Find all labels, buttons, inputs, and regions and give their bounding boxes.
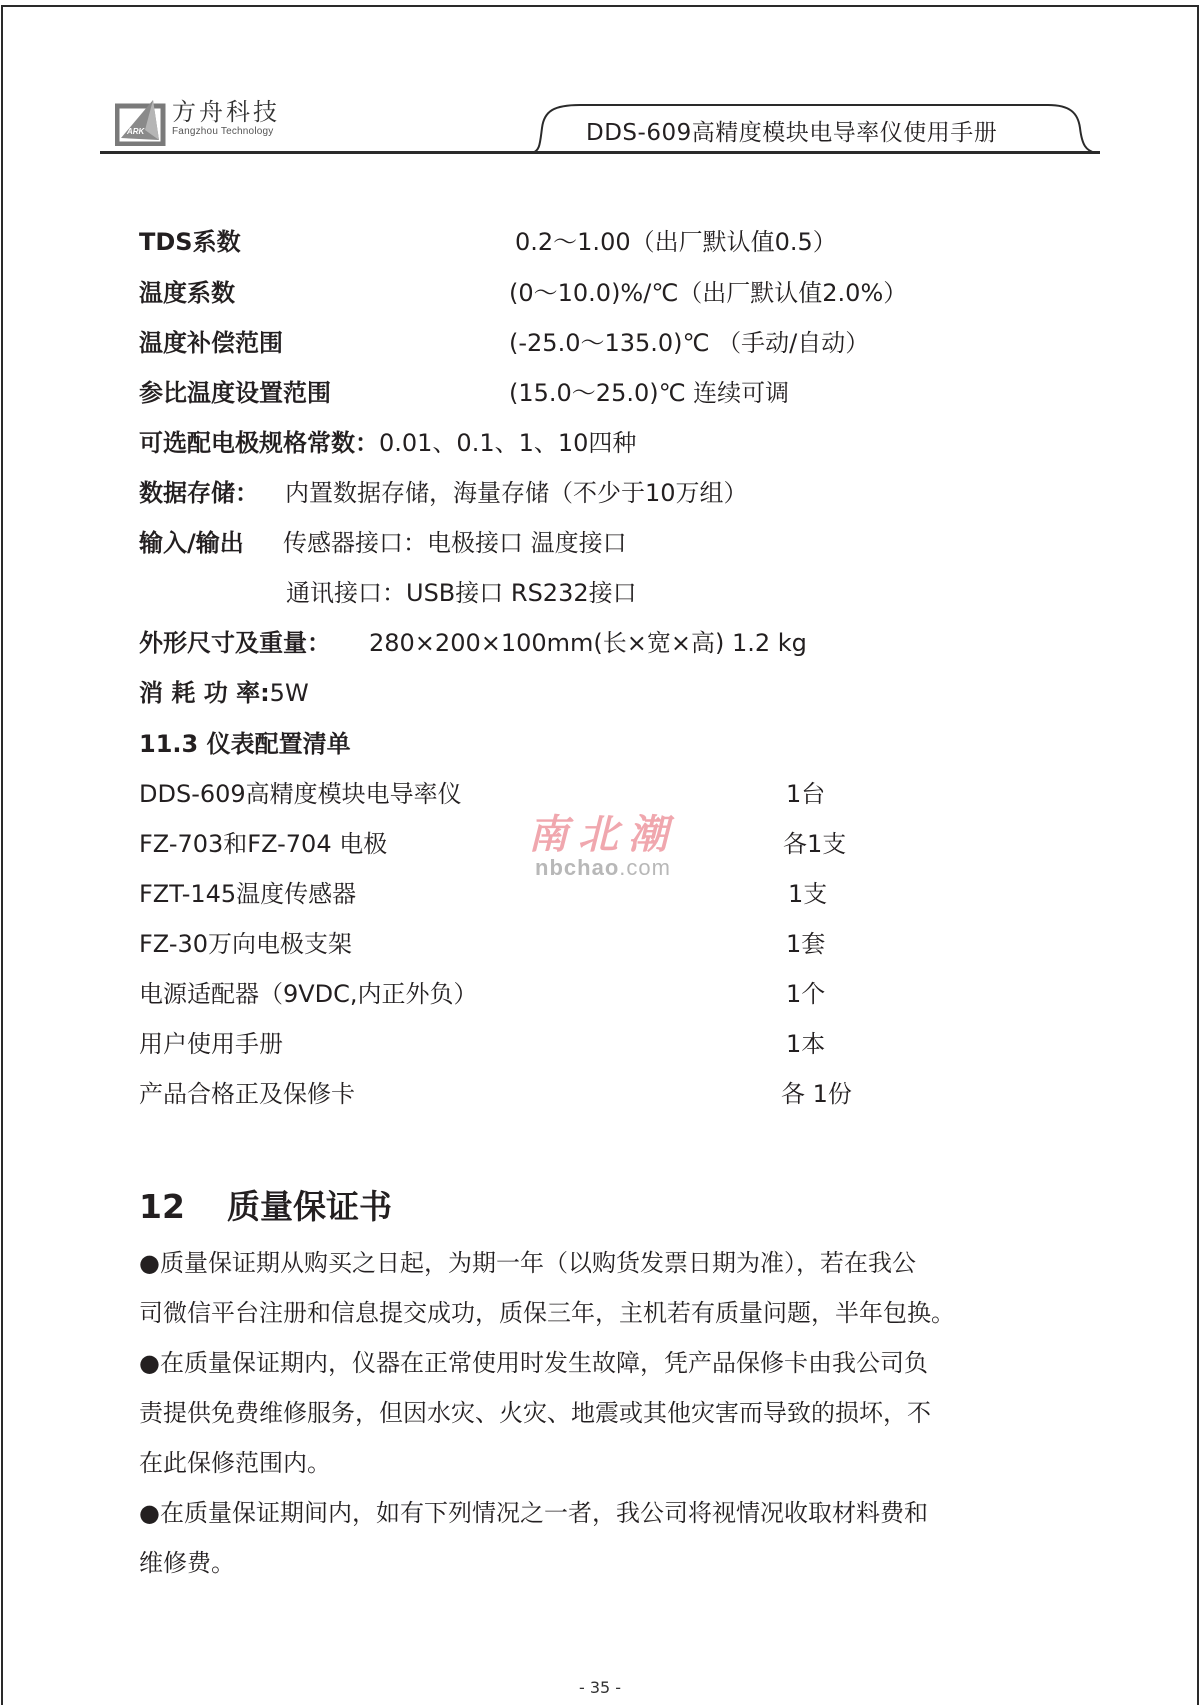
spec-value: 通讯接口：USB接口 RS232接口 [286,579,637,607]
spec-label: 温度补偿范围 [139,329,283,357]
spec-value: (0～10.0)%/℃（出厂默认值2.0%） [509,279,908,307]
company-name-en: Fangzhou Technology [172,126,274,137]
config-item [139,979,826,1009]
spec-value: 内置数据存储，海量存储（不少于10万组） [285,479,748,507]
config-item-qty: 1套 [786,930,826,958]
warranty-line: 维修费。 [139,1549,235,1577]
watermark-en [518,856,688,880]
spec-value: 传感器接口：电极接口 温度接口 [283,529,627,557]
svg-text:ARK: ARK [127,127,145,136]
config-item-name: FZT-145温度传感器 [139,880,357,908]
config-item [139,929,826,959]
config-item [139,1029,826,1059]
header-divider [100,151,1100,154]
spec-label: 外形尺寸及重量： [139,629,331,657]
watermark-en-suffix: .com [619,855,671,880]
spec-row-dimensions [139,628,807,658]
spec-row-temp-coefficient [139,278,908,308]
config-item-name: DDS-609高精度模块电导率仪 [139,780,462,808]
config-item-qty: 1本 [786,1030,826,1058]
watermark-en-bold: nbchao [535,855,620,880]
spec-label: TDS系数 [139,228,241,256]
warranty-line: 司微信平台注册和信息提交成功，质保三年，主机若有质量问题，半年包换。 [139,1299,955,1327]
spec-row-power [139,678,309,708]
config-item [139,1079,852,1109]
spec-row-data-storage [139,478,748,508]
ark-logo-icon [115,100,167,146]
spec-label: 参比温度设置范围 [139,379,331,407]
config-section-heading: 11.3 仪表配置清单 [139,730,351,758]
spec-label: 温度系数 [139,279,235,307]
warranty-line: ●在质量保证期间内，如有下列情况之一者，我公司将视情况收取材料费和 [139,1499,928,1527]
warranty-line: ●在质量保证期内，仪器在正常使用时发生故障，凭产品保修卡由我公司负 [139,1349,928,1377]
config-item-name: 产品合格正及保修卡 [139,1080,355,1108]
spec-value: 280×200×100mm(长×宽×高) 1.2 kg [369,629,807,657]
page-number: - 35 - [578,1678,622,1697]
spec-value: (15.0～25.0)℃ 连续可调 [509,379,790,407]
spec-row-io [139,528,627,558]
warranty-line: ●质量保证期从购买之日起，为期一年（以购货发票日期为准），若在我公 [139,1249,916,1277]
config-item [139,779,826,809]
config-item [139,879,828,909]
spec-label: 可选配电极规格常数： [139,429,379,457]
spec-label: 输入/输出 [139,529,244,557]
config-item-qty: 1台 [786,780,826,808]
watermark [518,811,688,884]
spec-value: (-25.0～135.0)℃ （手动/自动） [509,329,870,357]
warranty-line: 责提供免费维修服务，但因水灾、火灾、地震或其他灾害而导致的损坏，不 [139,1399,931,1427]
config-item-name: FZ-703和FZ-704 电极 [139,830,388,858]
config-item-qty: 各 1份 [781,1080,852,1108]
company-name-cn: 方舟科技 [172,98,280,126]
company-logo-text [172,98,280,138]
config-item-name: 电源适配器（9VDC,内正外负） [139,980,478,1008]
config-item-qty: 各1支 [783,830,847,858]
spec-label: 消 耗 功 率: [139,679,270,707]
warranty-section-number: 12 [139,1187,185,1226]
spec-value: 5W [269,679,309,707]
warranty-section-title: 质量保证书 [227,1187,392,1226]
config-item-name: FZ-30万向电极支架 [139,930,353,958]
page-header [0,0,1200,160]
spec-value: 0.01、0.1、1、10四种 [379,429,637,457]
config-item-name: 用户使用手册 [139,1030,283,1058]
spec-row-reference-temp [139,378,790,408]
watermark-cn: 南北潮 [528,811,678,858]
spec-row-tds [139,227,837,257]
spec-value: 0.2～1.00（出厂默认值0.5） [515,228,837,256]
spec-label: 数据存储： [139,479,259,507]
config-item-qty: 1个 [786,980,826,1008]
manual-title: DDS-609高精度模块电导率仪使用手册 [586,120,998,146]
spec-row-temp-compensation [139,328,870,358]
spec-row-electrode-constants [139,428,636,458]
warranty-line: 在此保修范围内。 [139,1449,331,1477]
warranty-heading [139,1187,392,1227]
config-item-qty: 1支 [788,880,828,908]
